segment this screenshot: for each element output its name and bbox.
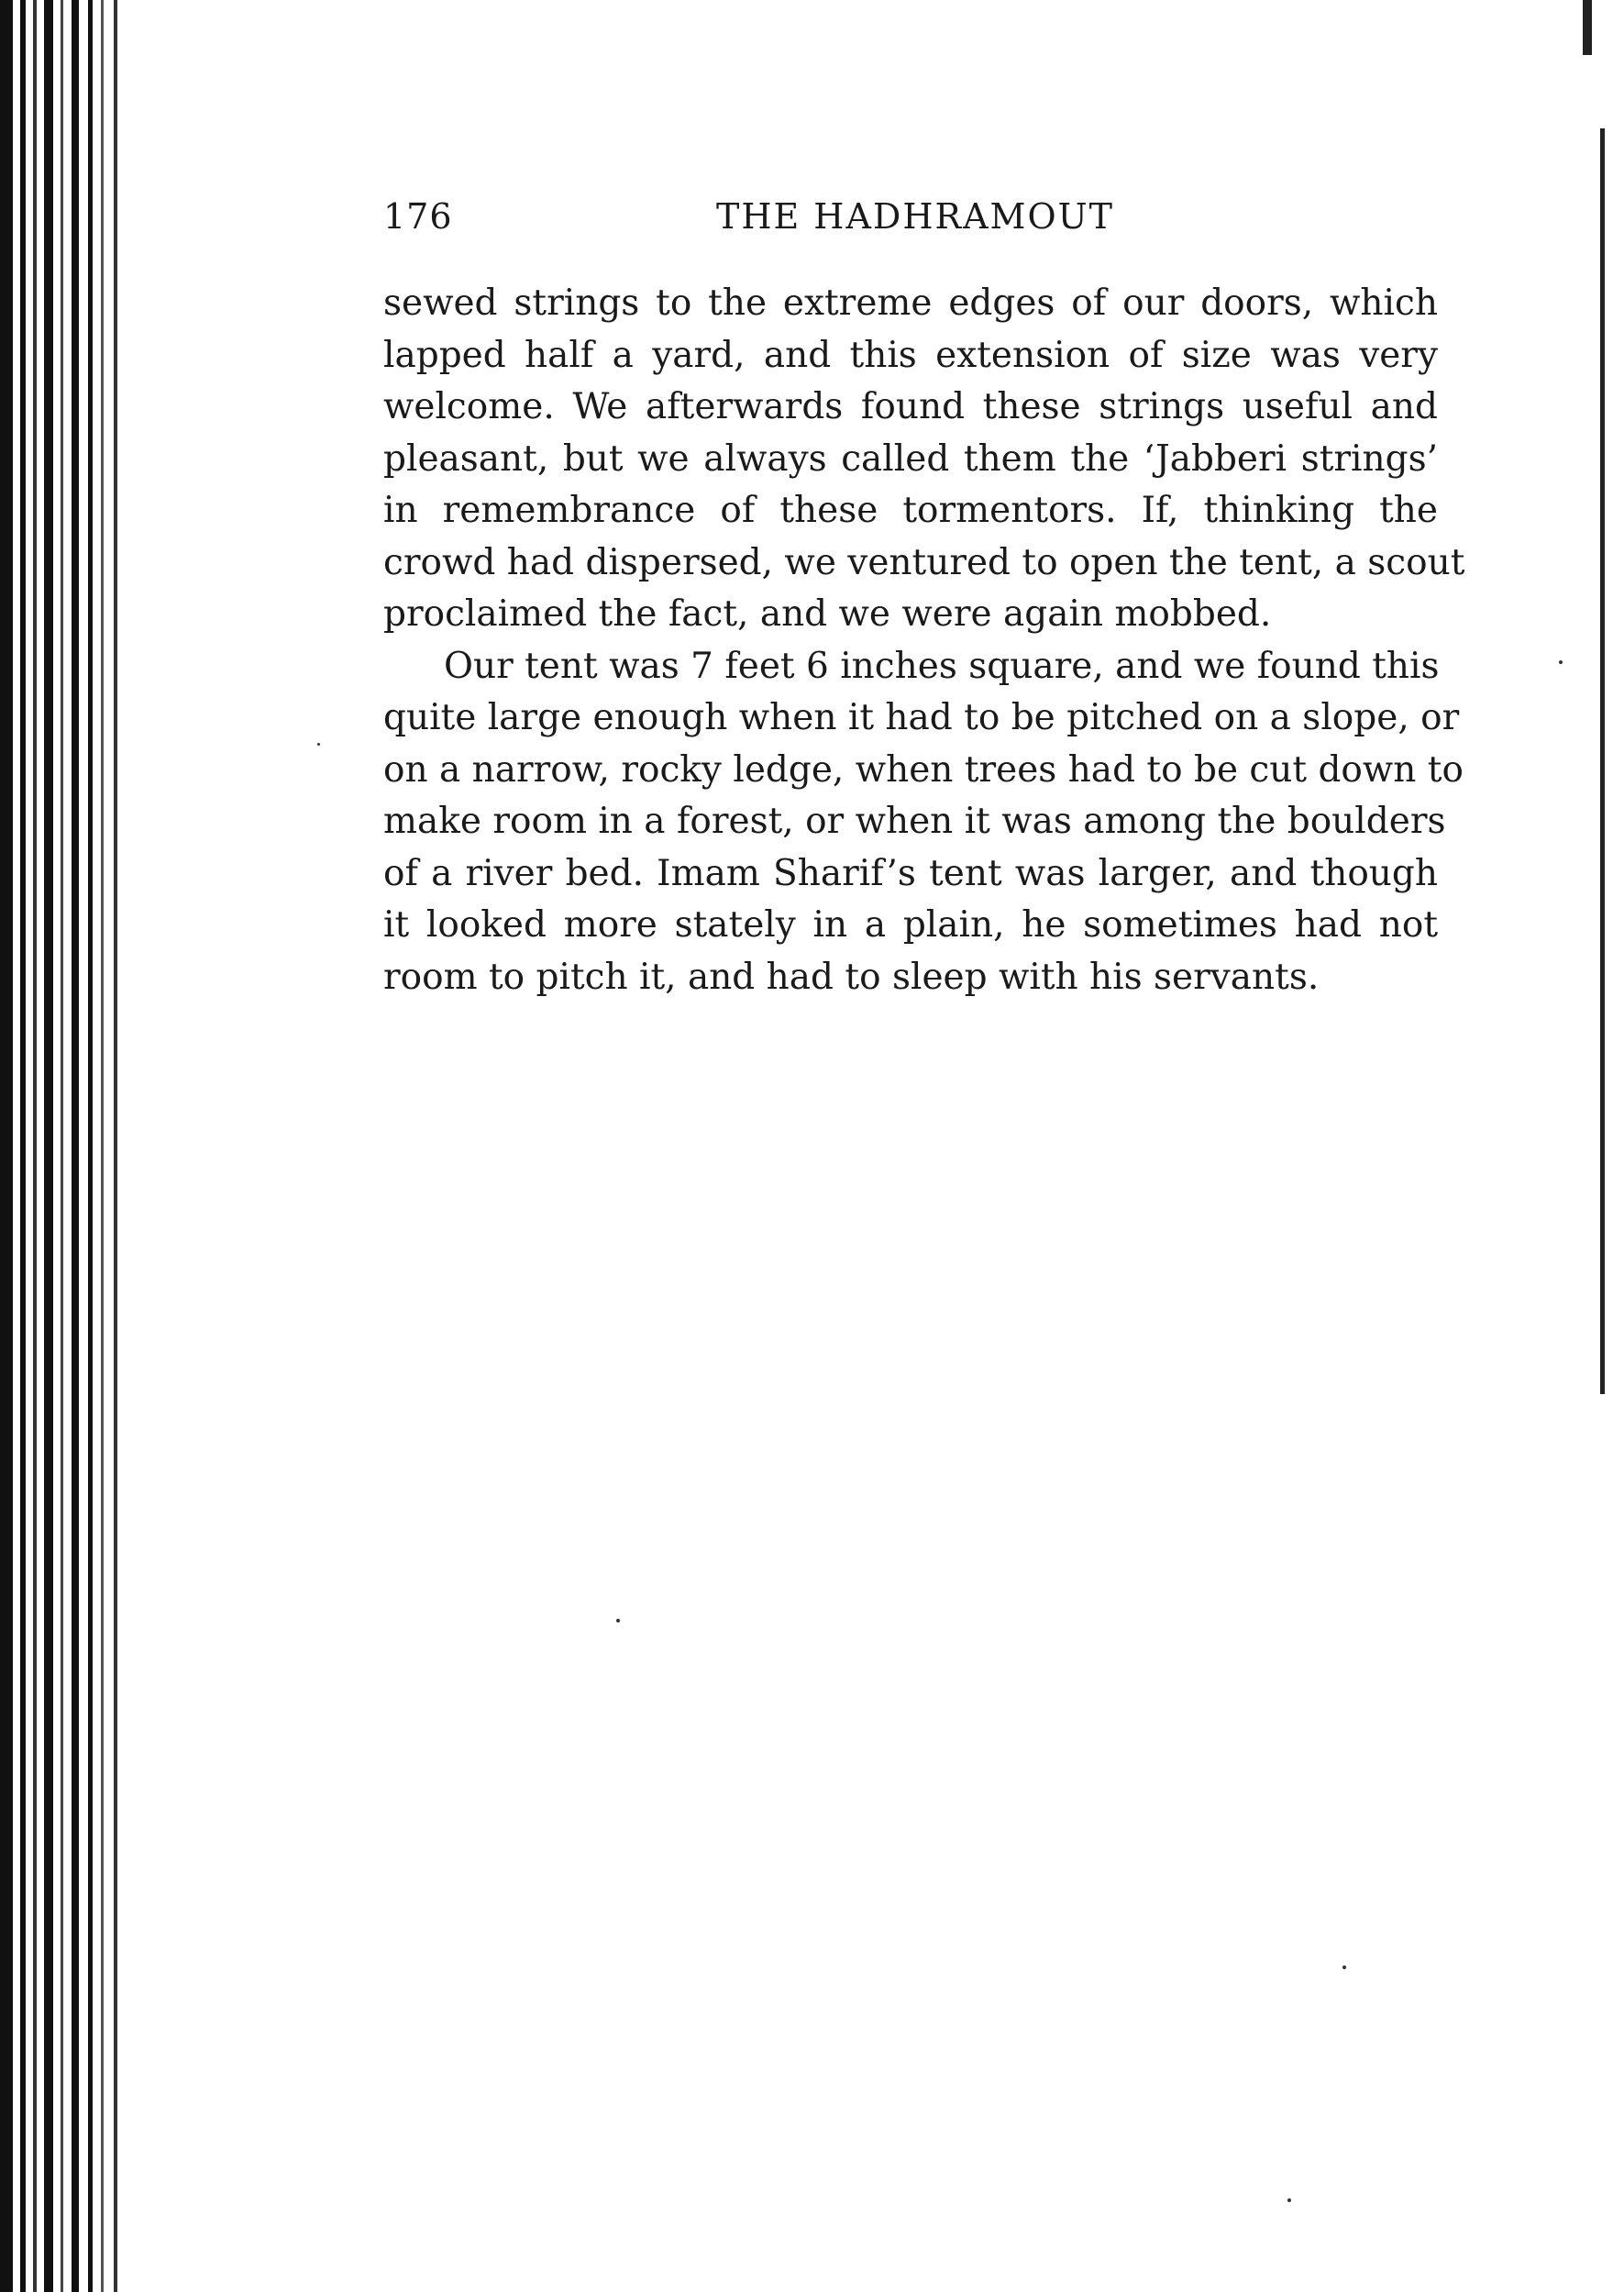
text-line: quite large enough when it had to be pitched on a slope, or (383, 697, 1460, 738)
text-line: in remembrance of these tormentors. If, thinking the (383, 490, 1438, 531)
text-line: it looked more stately in a plain, he sometimes had not (383, 904, 1438, 946)
scan-speck (1559, 660, 1563, 664)
scan-speck (1287, 2198, 1291, 2202)
text-line: room to pitch it, and had to sleep with his servants. (383, 956, 1320, 998)
paragraph-2 (383, 641, 1464, 1004)
text-line: proclaimed the fact, and we were again mobbed. (383, 593, 1272, 635)
scan-right-edge (1600, 128, 1605, 1394)
text-line: on a narrow, rocky ledge, when trees had to be cut down to (383, 748, 1464, 791)
text-line: Our tent was 7 feet 6 inches square, and we found this (444, 645, 1440, 687)
text-line: crowd had dispersed, we ventured to open the tent, a scout (383, 541, 1465, 583)
scanned-binding-edge (0, 0, 138, 2292)
text-line: sewed strings to the extreme edges of our doors, which (383, 282, 1438, 324)
scan-speck (1342, 1965, 1346, 1969)
text-line: lapped half a yard, and this extension of size was very (383, 334, 1438, 376)
page-number: 176 (383, 196, 453, 237)
scan-speck (317, 743, 320, 746)
scan-edge-mark (1583, 0, 1592, 55)
body-text (383, 278, 1465, 1003)
text-line: make room in a forest, or when it was among the boulders (383, 801, 1446, 842)
running-title: THE HADHRAMOUT (716, 196, 1114, 237)
scan-speck (616, 1619, 620, 1622)
text-line: pleasant, but we always called them the ‘Jabberi strings’ (383, 437, 1438, 480)
text-line: welcome. We afterwards found these strings useful and (383, 386, 1438, 427)
paragraph-1 (383, 278, 1465, 641)
page-header (383, 196, 1447, 244)
text-line: of a river bed. Imam Sharif’s tent was larger, and though (383, 852, 1438, 894)
